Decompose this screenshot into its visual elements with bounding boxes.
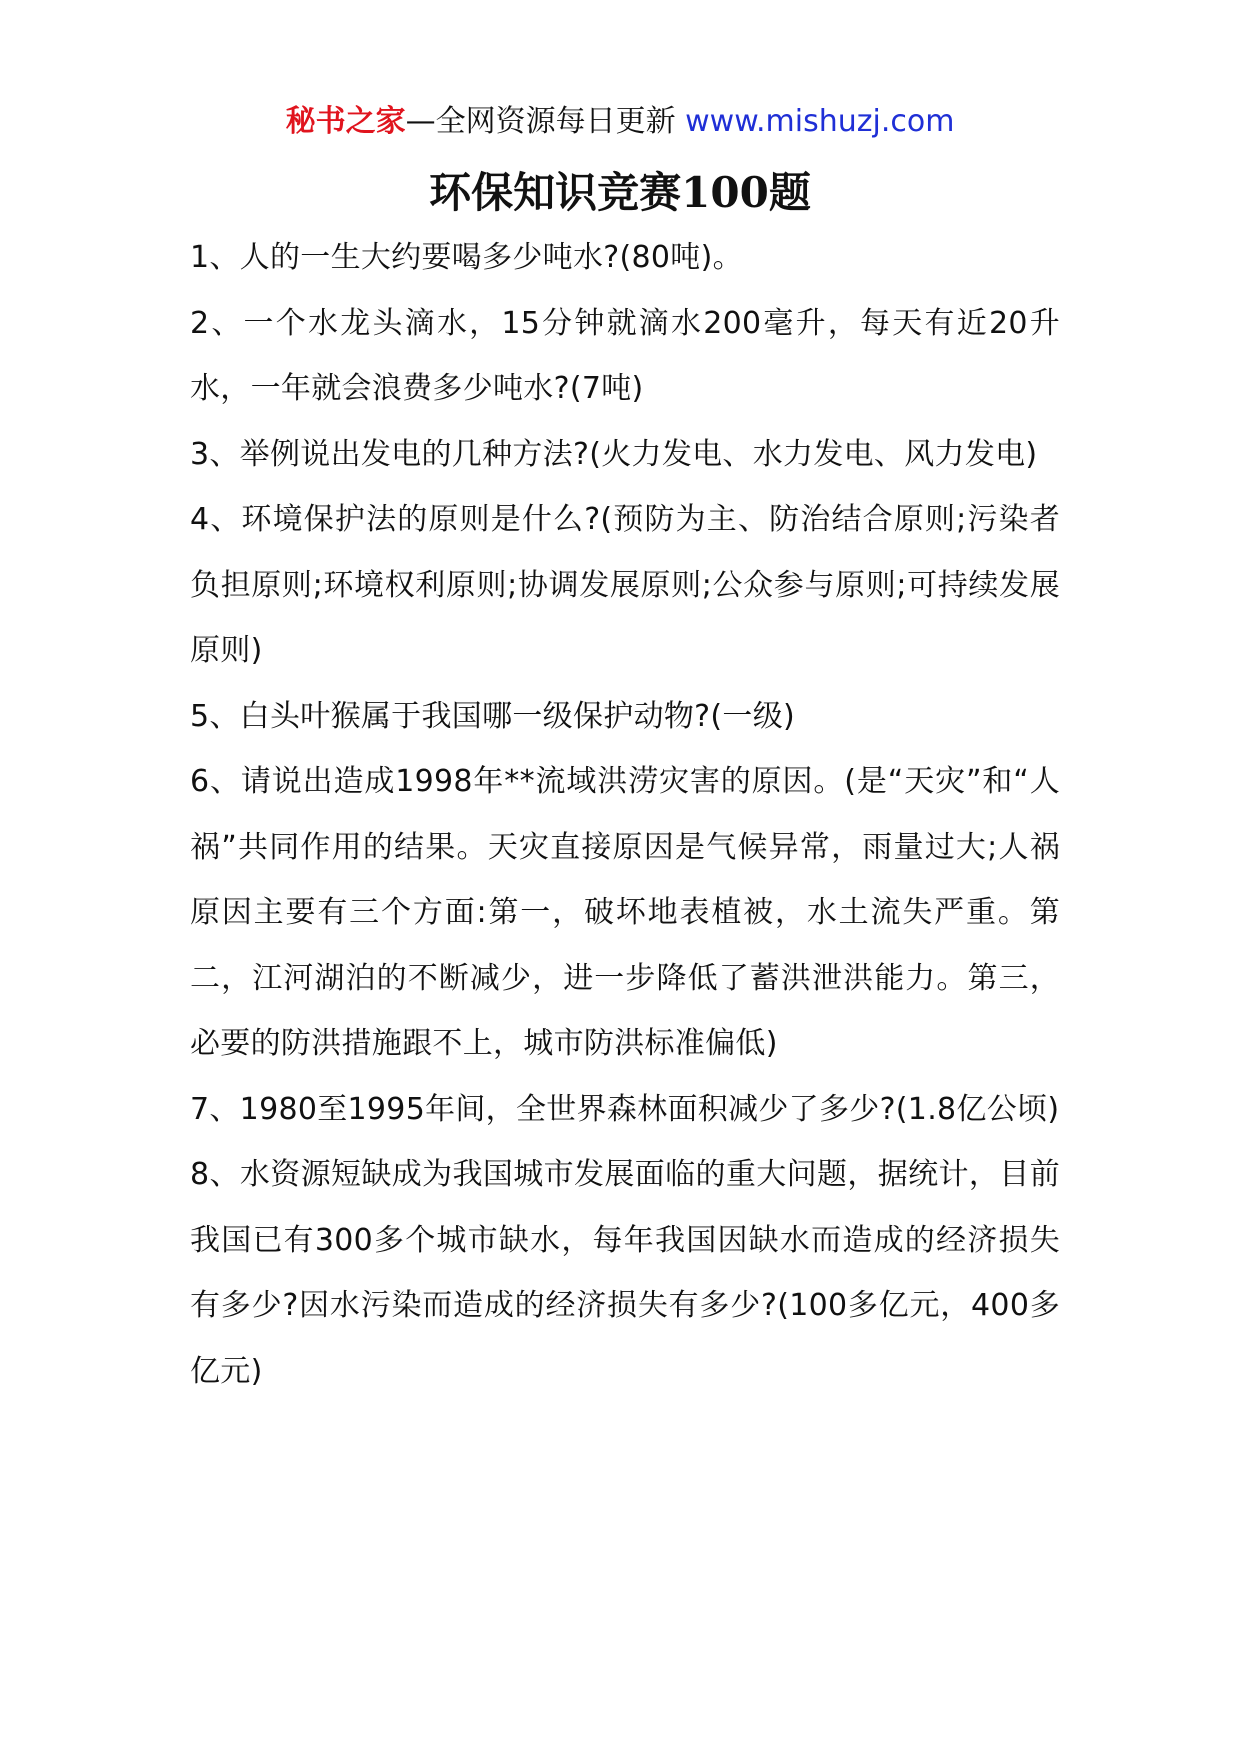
question-item: 2、一个水龙头滴水，15分钟就滴水200毫升，每天有近20升水，一年就会浪费多少吨水?(7吨) xyxy=(190,305,1060,406)
question-item: 4、环境保护法的原则是什么?(预防为主、防治结合原则;污染者负担原则;环境权利原则;协调发展原则;公众参与原则;可持续发展原则) xyxy=(190,502,1060,668)
question-item: 3、举例说出发电的几种方法?(火力发电、水力发电、风力发电) xyxy=(190,436,1038,472)
question-item: 1、人的一生大约要喝多少吨水?(80吨)。 xyxy=(190,240,743,275)
site-slogan: —全网资源每日更新 xyxy=(405,104,676,139)
site-header xyxy=(0,100,1240,144)
site-url-link[interactable]: www.mishuzj.com xyxy=(685,104,955,139)
question-item: 8、水资源短缺成为我国城市发展面临的重大问题，据统计，目前我国已有300多个城市缺水，每年我国因缺水而造成的经济损失有多少?因水污染而造成的经济损失有多少?(100多亿元，400多亿元) xyxy=(190,1157,1060,1389)
question-item: 5、白头叶猴属于我国哪一级保护动物?(一级) xyxy=(190,698,796,734)
question-item: 7、1980至1995年间，全世界森林面积减少了多少?(1.8亿公顷) xyxy=(190,1091,1060,1127)
brand-name: 秘书之家 xyxy=(285,104,406,139)
question-list xyxy=(190,225,1060,1404)
question-item: 6、请说出造成1998年**流域洪涝灾害的原因。(是“天灾”和“人祸”共同作用的结果。天灾直接原因是气候异常，雨量过大;人祸原因主要有三个方面:第一，破坏地表植被，水土流失严重。第二，江河湖泊的不断减少，进一步降低了蓄洪泄洪能力。第三，必要的防洪措施跟不上，城市防洪标准偏低) xyxy=(190,764,1060,1061)
document-title: 环保知识竞赛100题 xyxy=(429,168,811,217)
